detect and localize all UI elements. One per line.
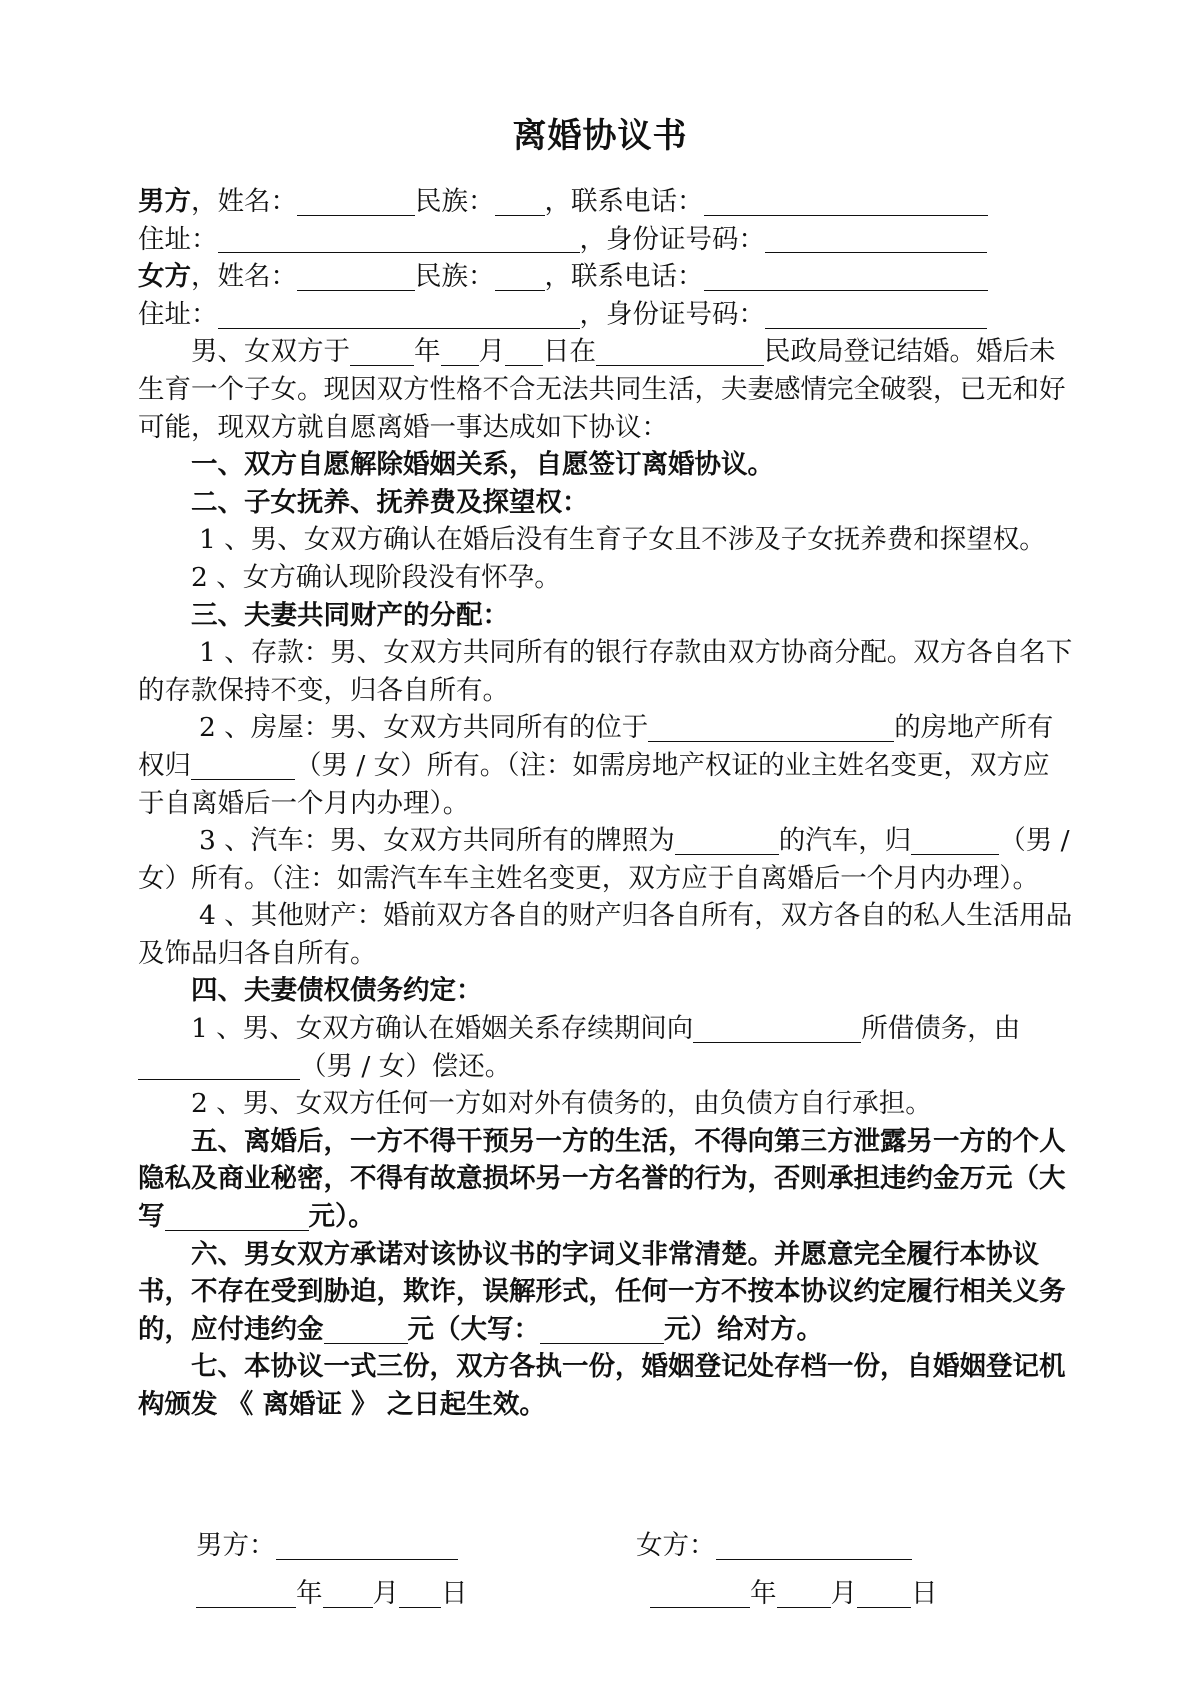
female-label: 女方 [138,261,191,293]
section-3-item-3 [138,822,1074,897]
preamble-year-label: 年 [414,336,441,368]
house-text-3: （男 / 女）所有。（注：如需房地产权证的业主姓名变更，双方应于自离婚后一个月内办理）。 [138,749,1050,819]
male-signature-blank[interactable] [276,1531,458,1560]
male-signature-line [196,1527,458,1565]
section-3-item-1: 1 、存款：男、女双方共同所有的银行存款由双方协商分配。双方各自名下的存款保持不变，归各自所有。 [138,637,1073,706]
female-phone-label: ，联系电话： [544,261,704,293]
section-3-item-4: 4 、其他财产：婚前双方各自的财产归各自所有，双方各自的私人生活用品及饰品归各自所有。 [138,900,1073,969]
section-6-text-3: 元）给对方。 [664,1313,823,1345]
female-info-line [138,258,1074,296]
civil-affairs-bureau-blank[interactable] [596,337,764,366]
section-4-item-1 [138,1010,1074,1085]
section-2-item-2: 2 、女方确认现阶段没有怀孕。 [191,561,561,593]
female-ethnicity-blank[interactable] [495,262,545,291]
female-id-blank[interactable] [765,300,987,329]
male-ethnicity-blank[interactable] [495,187,545,216]
male-ethnicity-label: 民族： [415,186,495,217]
male-name-label: ，姓名： [191,186,297,217]
female-month-label: 月 [830,1578,857,1609]
section-6-text-1: 六、男女双方承诺对该协议书的字词义非常清楚。并愿意完全履行本协议书，不存在受到胁迫，欺诈，误解形式，任何一方不按本协议约定履行相关义务的，应付违约金 [138,1238,1066,1345]
car-text-2: 的汽车，归 [778,825,912,857]
female-signature-label: 女方： [636,1530,716,1561]
section-6 [138,1236,1074,1349]
male-id-label: ，身份证号码： [579,223,765,255]
car-text-3: （男 / 女）所有。（注：如需汽车车主姓名变更，双方应于自离婚后一个月内办理）。 [138,825,1070,894]
debtor-blank[interactable] [138,1052,300,1081]
section-2-heading: 二、子女抚养、抚养费及探望权： [191,486,589,518]
female-signature-line [636,1527,912,1565]
document-title: 离婚协议书 [512,116,688,156]
female-phone-blank[interactable] [704,262,988,291]
preamble-text-1: 男、女双方于 [191,336,350,368]
male-info-line [138,183,1074,221]
male-address-label: 住址： [138,223,218,255]
house-text-2: 的房地产所有权归 [138,712,1054,781]
male-day-label: 日 [441,1578,468,1609]
penalty-amount-blank[interactable] [324,1315,408,1344]
male-phone-label: ，联系电话： [544,186,704,217]
marriage-day-blank[interactable] [505,337,543,366]
section-2-item-1: 1 、男、女双方确认在婚后没有生育子女且不涉及子女抚养费和探望权。 [198,524,1046,556]
preamble-paragraph [138,333,1074,446]
document-body [138,183,1074,1424]
section-3-heading: 三、夫妻共同财产的分配： [191,599,509,631]
male-date-line [196,1575,468,1613]
section-6-text-2: 元（大写： [407,1313,540,1345]
male-id-blank[interactable] [765,225,987,254]
male-year-label: 年 [296,1578,323,1609]
male-month-label: 月 [372,1578,399,1609]
male-name-blank[interactable] [297,187,415,216]
house-location-blank[interactable] [648,713,894,742]
male-address-line [138,221,1074,259]
female-sign-month-blank[interactable] [777,1579,831,1608]
male-sign-month-blank[interactable] [323,1579,373,1608]
marriage-year-blank[interactable] [350,337,414,366]
female-signature-blank[interactable] [716,1531,912,1560]
section-3-item-2 [138,709,1074,822]
female-year-label: 年 [750,1578,777,1609]
creditor-blank[interactable] [693,1014,861,1043]
female-sign-day-blank[interactable] [857,1579,911,1608]
debt-text-3: （男 / 女）偿还。 [300,1050,512,1082]
female-day-label: 日 [911,1578,938,1609]
section-4-item-2: 2 、男、女双方任何一方如对外有债务的，由负债方自行承担。 [191,1088,932,1120]
female-address-blank[interactable] [218,300,580,329]
preamble-month-label: 月 [478,336,505,368]
female-sign-year-blank[interactable] [650,1579,750,1608]
male-label: 男方 [138,186,191,217]
car-plate-blank[interactable] [675,826,779,855]
male-address-blank[interactable] [218,225,580,254]
male-sign-year-blank[interactable] [196,1579,296,1608]
section-4-heading: 四、夫妻债权债务约定： [191,975,483,1007]
car-text-1: 3 、汽车：男、女双方共同所有的牌照为 [198,825,675,857]
section-5-text-1: 五、离婚后，一方不得干预另一方的生活，不得向第三方泄露另一方的个人隐私及商业秘密，不得有故意损坏另一方名誉的行为，否则承担违约金万元（大写 [138,1125,1066,1233]
penalty-amount-words-blank[interactable] [165,1202,309,1231]
female-ethnicity-label: 民族： [415,261,495,293]
male-signature-label: 男方： [196,1530,276,1561]
preamble-text-2: 民政局登记结婚。婚后未生育一个子女。现因双方性格不合无法共同生活，夫妻感情完全破裂，已无和好可能，现双方就自愿离婚一事达成如下协议： [138,336,1066,443]
female-date-line [650,1575,938,1613]
male-sign-day-blank[interactable] [399,1579,441,1608]
debt-text-1: 1 、男、女双方确认在婚姻关系存续期间向 [191,1013,694,1045]
section-7: 七、本协议一式三份，双方各执一份，婚姻登记处存档一份，自婚姻登记机构颁发 《 离婚证 》 之日起生效。 [138,1351,1066,1420]
male-phone-blank[interactable] [704,187,988,216]
section-5-text-2: 元）。 [308,1201,375,1233]
female-address-label: 住址： [138,298,218,330]
debt-text-2: 所借债务，由 [861,1013,1021,1045]
house-owner-blank[interactable] [191,751,295,780]
house-text-1: 2 、房屋：男、女双方共同所有的位于 [198,712,649,744]
penalty-amount-capital-blank[interactable] [540,1315,664,1344]
female-name-label: ，姓名： [191,261,297,293]
section-1: 一、双方自愿解除婚姻关系，自愿签订离婚协议。 [191,449,774,481]
marriage-month-blank[interactable] [441,337,479,366]
female-address-line [138,296,1074,334]
preamble-day-label: 日在 [543,336,596,368]
section-5 [138,1123,1074,1236]
female-id-label: ，身份证号码： [579,298,765,330]
female-name-blank[interactable] [297,262,415,291]
car-owner-blank[interactable] [911,826,999,855]
